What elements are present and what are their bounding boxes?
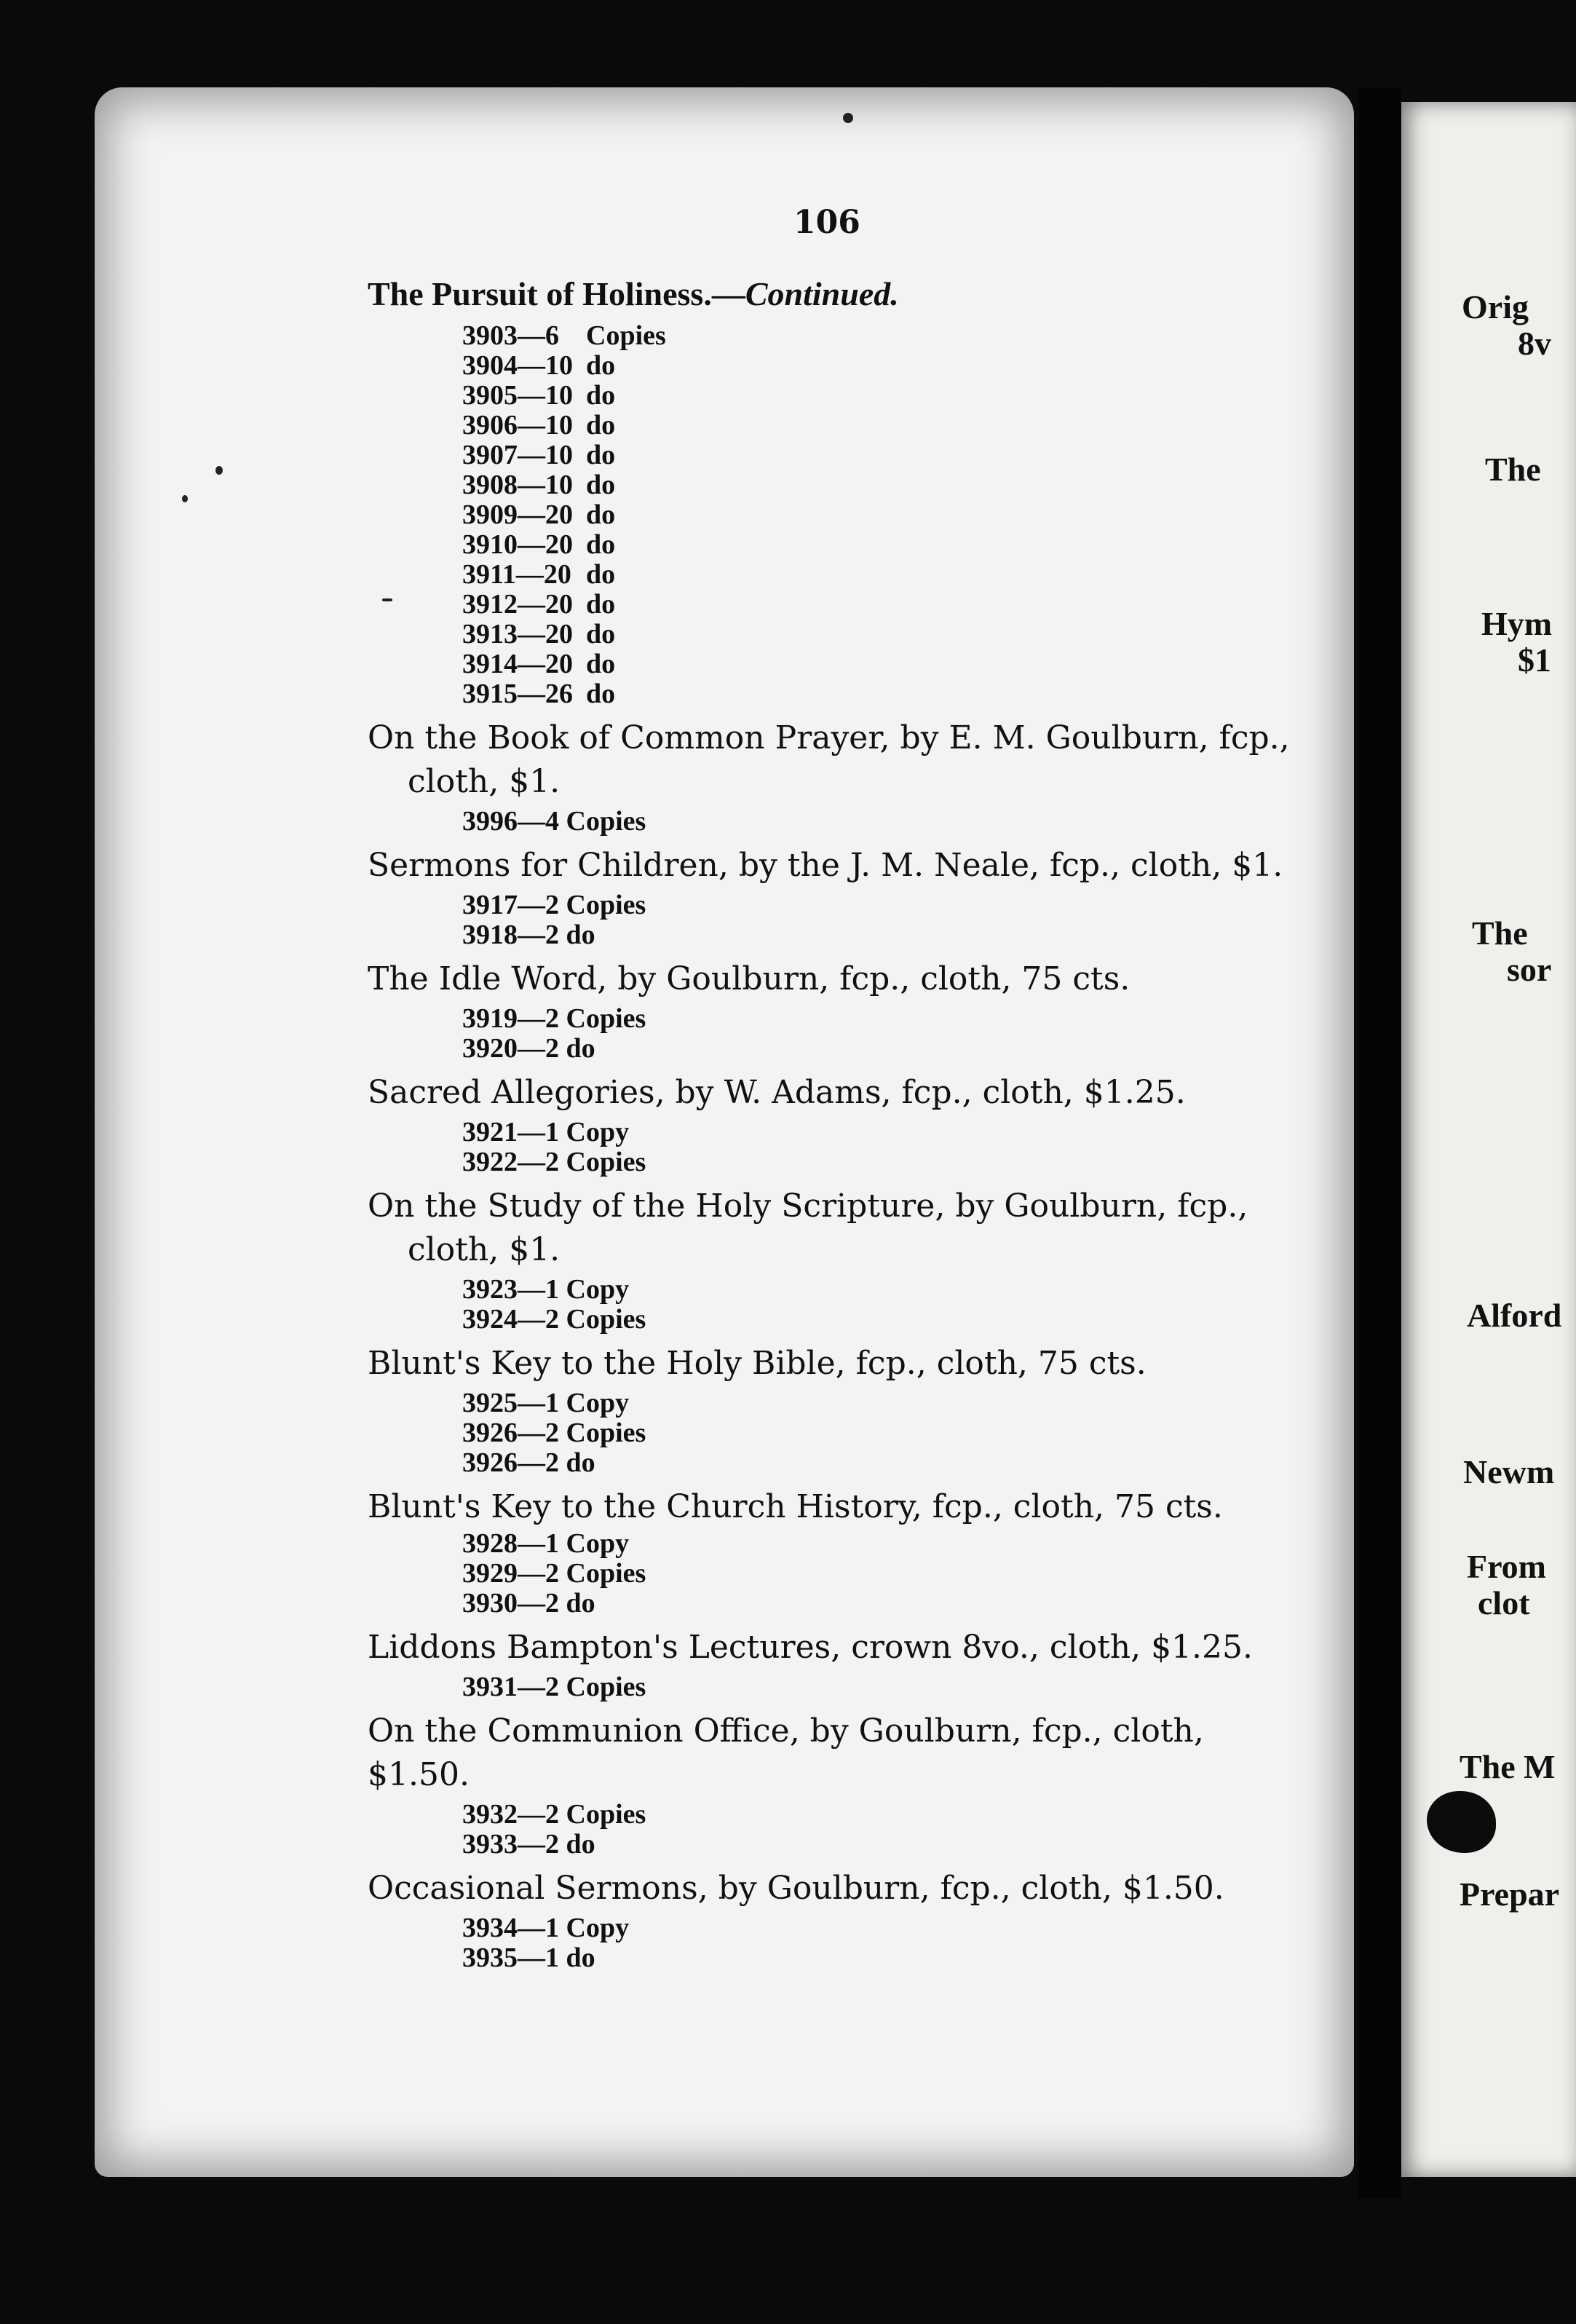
catalog-entry — [368, 1342, 1314, 1478]
ink-speck — [215, 466, 223, 475]
entry-title-line: Sacred Allegories, by W. Adams, fcp., cloth, $1.25. — [368, 1074, 1186, 1111]
copy-line — [462, 1448, 1314, 1478]
copies-list — [462, 890, 1314, 950]
entry-title — [368, 957, 1314, 1001]
copy-line — [462, 351, 1314, 381]
catalog-entry — [368, 844, 1314, 950]
copy-label: Copies — [566, 890, 646, 920]
copy-line — [462, 470, 1314, 500]
facing-fragment: Alford — [1467, 1297, 1562, 1334]
copy-label: do — [566, 1829, 595, 1859]
continued-heading-title: The Pursuit of Holiness.— — [368, 275, 745, 312]
continued-heading-suffix: Continued. — [745, 275, 899, 312]
copy-number: 3908—10 — [462, 470, 573, 500]
copies-list — [462, 1388, 1314, 1478]
copy-label: do — [566, 1588, 595, 1618]
copy-label: do — [586, 589, 616, 620]
copies-list — [462, 1275, 1314, 1335]
copy-line — [462, 1943, 1314, 1973]
copy-number: 3920—2 — [462, 1033, 559, 1064]
copy-line — [462, 807, 1314, 837]
copy-label: do — [566, 920, 595, 950]
copy-line — [462, 560, 1314, 590]
entry-title — [368, 1626, 1314, 1669]
entry-title-line: Sermons for Children, by the J. M. Neale, fcp., cloth, $1. — [368, 847, 1283, 884]
copy-label: Copies — [566, 1304, 646, 1335]
copy-number: 3935—1 — [462, 1942, 559, 1973]
entry-title-line: The Idle Word, by Goulburn, fcp., cloth, 75 cts. — [368, 960, 1130, 997]
facing-fragment: 8v — [1518, 325, 1551, 362]
copy-line — [462, 440, 1314, 470]
catalog-entry — [368, 716, 1314, 837]
copy-number: 3912—20 — [462, 589, 573, 620]
copy-line — [462, 590, 1314, 620]
copy-number: 3905—10 — [462, 380, 573, 411]
copy-label: Copy — [566, 1913, 630, 1943]
copy-line — [462, 1147, 1314, 1177]
copy-line — [462, 1529, 1314, 1559]
copy-label: Copies — [586, 320, 666, 351]
copies-list — [462, 1118, 1314, 1177]
catalog-entry — [368, 1626, 1314, 1702]
copy-line — [462, 649, 1314, 679]
copy-line — [462, 381, 1314, 411]
copy-label: Copy — [566, 1274, 630, 1305]
facing-fragment: The — [1472, 914, 1528, 952]
copy-number: 3907—10 — [462, 440, 573, 470]
copies-list — [462, 1004, 1314, 1064]
entry-title — [368, 716, 1314, 804]
catalog-entry — [368, 957, 1314, 1064]
catalog-entry — [368, 1485, 1314, 1618]
facing-fragment: Orig — [1462, 288, 1529, 325]
copy-line — [462, 679, 1314, 709]
facing-page — [1401, 102, 1576, 2177]
ink-speck — [843, 113, 853, 123]
catalog-listing — [368, 273, 1314, 1973]
copy-line — [462, 1118, 1314, 1147]
copy-label: do — [586, 410, 616, 440]
page-number: 106 — [793, 204, 860, 241]
copy-label: Copies — [566, 1003, 646, 1034]
copy-line — [462, 1305, 1314, 1335]
copy-label: do — [586, 350, 616, 381]
facing-fragment: Newm — [1463, 1453, 1555, 1490]
copy-label: do — [566, 1447, 595, 1478]
copy-number: 3922—2 — [462, 1147, 559, 1177]
copy-label: do — [566, 1033, 595, 1064]
continued-heading — [368, 273, 1314, 315]
copy-line — [462, 620, 1314, 649]
catalog-entry — [368, 1071, 1314, 1177]
copy-label: do — [586, 679, 616, 709]
copy-line — [462, 1913, 1314, 1943]
copy-number: 3926—2 — [462, 1418, 559, 1448]
entry-title — [368, 844, 1314, 888]
copy-number: 3929—2 — [462, 1558, 559, 1589]
copy-label: do — [586, 559, 616, 590]
copies-list — [462, 1800, 1314, 1859]
copy-number: 3917—2 — [462, 890, 559, 920]
copy-line — [462, 1388, 1314, 1418]
ink-speck — [182, 495, 188, 502]
copy-line — [462, 1830, 1314, 1859]
facing-fragment: The M — [1460, 1748, 1556, 1785]
copy-line — [462, 890, 1314, 920]
copy-line — [462, 1672, 1314, 1702]
catalog-entry — [368, 1710, 1314, 1859]
entry-title-line: cloth, $1. — [408, 763, 561, 800]
copy-line — [462, 1004, 1314, 1034]
copies-list — [462, 1529, 1314, 1618]
entry-title-line: Blunt's Key to the Church History, fcp., cloth, 75 cts. — [368, 1488, 1223, 1525]
copies-list — [462, 1913, 1314, 1973]
copy-line — [462, 500, 1314, 530]
copy-line — [462, 1800, 1314, 1830]
copy-number: 3903—6 — [462, 320, 559, 351]
copy-label: Copy — [566, 1528, 630, 1559]
copy-line — [462, 1418, 1314, 1448]
entry-title — [368, 1185, 1314, 1272]
copy-line — [462, 920, 1314, 950]
copy-label: Copy — [566, 1388, 630, 1418]
copy-number: 3919—2 — [462, 1003, 559, 1034]
copy-line — [462, 321, 1314, 351]
copy-number: 3925—1 — [462, 1388, 559, 1418]
copy-number: 3930—2 — [462, 1588, 559, 1618]
copy-label: Copies — [566, 806, 646, 837]
copy-number: 3910—20 — [462, 529, 573, 560]
copy-number: 3914—20 — [462, 649, 573, 679]
copies-list — [462, 321, 1314, 709]
copy-label: do — [586, 440, 616, 470]
copy-line — [462, 1559, 1314, 1589]
facing-fragment: From — [1467, 1548, 1547, 1585]
entry-title-line: On the Book of Common Prayer, by E. M. Goulburn, fcp., — [368, 719, 1290, 756]
copy-number: 3906—10 — [462, 410, 573, 440]
entry-title-line: Liddons Bampton's Lectures, crown 8vo., cloth, $1.25. — [368, 1629, 1254, 1666]
entry-title — [368, 1485, 1314, 1529]
copy-line — [462, 1034, 1314, 1064]
copy-number: 3996—4 — [462, 806, 559, 837]
copy-number: 3913—20 — [462, 619, 573, 649]
copy-number: 3931—2 — [462, 1672, 559, 1702]
copy-line — [462, 411, 1314, 440]
copy-label: Copies — [566, 1799, 646, 1830]
copy-number: 3928—1 — [462, 1528, 559, 1559]
copy-label: Copies — [566, 1558, 646, 1589]
copy-label: do — [586, 499, 616, 530]
copy-number: 3932—2 — [462, 1799, 559, 1830]
copy-number: 3915—26 — [462, 679, 573, 709]
copy-label: do — [586, 529, 616, 560]
catalog-entry — [368, 1185, 1314, 1335]
copies-list — [462, 1672, 1314, 1702]
entry-title-line: Blunt's Key to the Holy Bible, fcp., cloth, 75 cts. — [368, 1345, 1147, 1382]
copy-label: do — [586, 470, 616, 500]
copy-number: 3933—2 — [462, 1829, 559, 1859]
copy-label: do — [586, 649, 616, 679]
copy-line — [462, 530, 1314, 560]
copy-number: 3904—10 — [462, 350, 573, 381]
copy-number: 3923—1 — [462, 1274, 559, 1305]
entry-title — [368, 1342, 1314, 1386]
copies-list — [462, 807, 1314, 837]
copy-label: Copies — [566, 1147, 646, 1177]
facing-fragment: sor — [1507, 951, 1552, 988]
copy-number: 3926—2 — [462, 1447, 559, 1478]
facing-fragment: clot — [1478, 1584, 1530, 1621]
entry-title-line: Occasional Sermons, by Goulburn, fcp., cloth, $1.50. — [368, 1870, 1224, 1907]
entry-title — [368, 1710, 1314, 1797]
entry-title-line: On the Communion Office, by Goulburn, fcp., cloth, $1.50. — [368, 1712, 1204, 1793]
copy-label: do — [586, 380, 616, 411]
copy-number: 3921—1 — [462, 1117, 559, 1147]
catalog-entry — [368, 1867, 1314, 1973]
copy-number: 3909—20 — [462, 499, 573, 530]
facing-fragment: The — [1485, 451, 1541, 488]
copy-number: 3934—1 — [462, 1913, 559, 1943]
copy-label: Copies — [566, 1672, 646, 1702]
copy-label: do — [586, 619, 616, 649]
copy-number: 3924—2 — [462, 1304, 559, 1335]
book-gutter — [1358, 87, 1401, 2199]
entry-title-line: On the Study of the Holy Scripture, by Goulburn, fcp., — [368, 1187, 1248, 1225]
copy-label: Copy — [566, 1117, 630, 1147]
copy-number: 3918—2 — [462, 920, 559, 950]
entry-title-line: cloth, $1. — [408, 1231, 561, 1268]
copy-label: do — [566, 1942, 595, 1973]
entry-title — [368, 1867, 1314, 1910]
facing-fragment: Hym — [1481, 605, 1553, 642]
copy-label: Copies — [566, 1418, 646, 1448]
copy-number: 3911—20 — [462, 559, 571, 590]
entry-title — [368, 1071, 1314, 1115]
facing-fragment: Prepar — [1460, 1876, 1560, 1913]
copy-line — [462, 1275, 1314, 1305]
copy-line — [462, 1589, 1314, 1618]
facing-fragment: $1 — [1518, 641, 1551, 679]
